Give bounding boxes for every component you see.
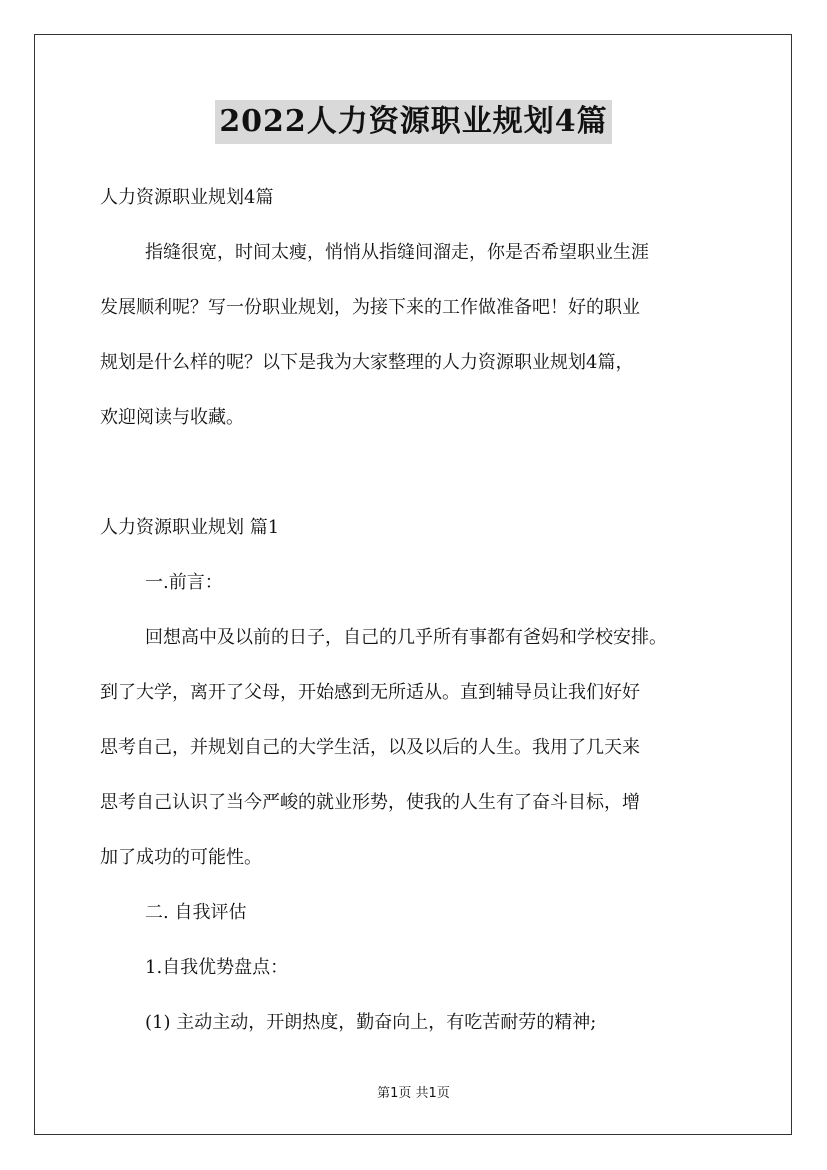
preface-line-3: 思考自己，并规划自己的大学生活，以及以后的人生。我用了几天来 — [100, 737, 640, 758]
subtitle: 人力资源职业规划4篇 — [100, 187, 274, 208]
intro-line-1: 指缝很宽，时间太瘦，悄悄从指缝间溜走，你是否希望职业生涯 — [145, 242, 649, 263]
strengths-heading: 1.自我优势盘点： — [145, 957, 289, 978]
preface-line-2: 到了大学，离开了父母，开始感到无所适从。直到辅导员让我们好好 — [100, 682, 640, 703]
intro-line-3: 规划是什么样的呢？以下是我为大家整理的人力资源职业规划4篇， — [100, 352, 634, 373]
strength-item-1: (1) 主动主动，开朗热度，勤奋向上，有吃苦耐劳的精神; — [145, 1012, 597, 1033]
page-footer: 第1页 共1页 — [377, 1086, 450, 1101]
preface-line-4: 思考自己认识了当今严峻的就业形势，使我的人生有了奋斗目标，增 — [100, 792, 640, 813]
intro-line-2: 发展顺利呢？写一份职业规划，为接下来的工作做准备吧！好的职业 — [100, 297, 640, 318]
preface-line-1: 回想高中及以前的日子，自己的几乎所有事都有爸妈和学校安排。 — [145, 627, 667, 648]
intro-line-4: 欢迎阅读与收藏。 — [100, 407, 244, 428]
self-eval-heading: 二. 自我评估 — [145, 902, 247, 923]
title-container — [0, 100, 827, 144]
section-heading: 人力资源职业规划 篇1 — [100, 517, 280, 538]
document-title: 2022人力资源职业规划4篇 — [215, 100, 611, 144]
preface-heading: 一.前言： — [145, 572, 223, 593]
document-body — [100, 170, 740, 1050]
preface-line-5: 加了成功的可能性。 — [100, 847, 262, 868]
paragraph-gap — [100, 445, 740, 500]
